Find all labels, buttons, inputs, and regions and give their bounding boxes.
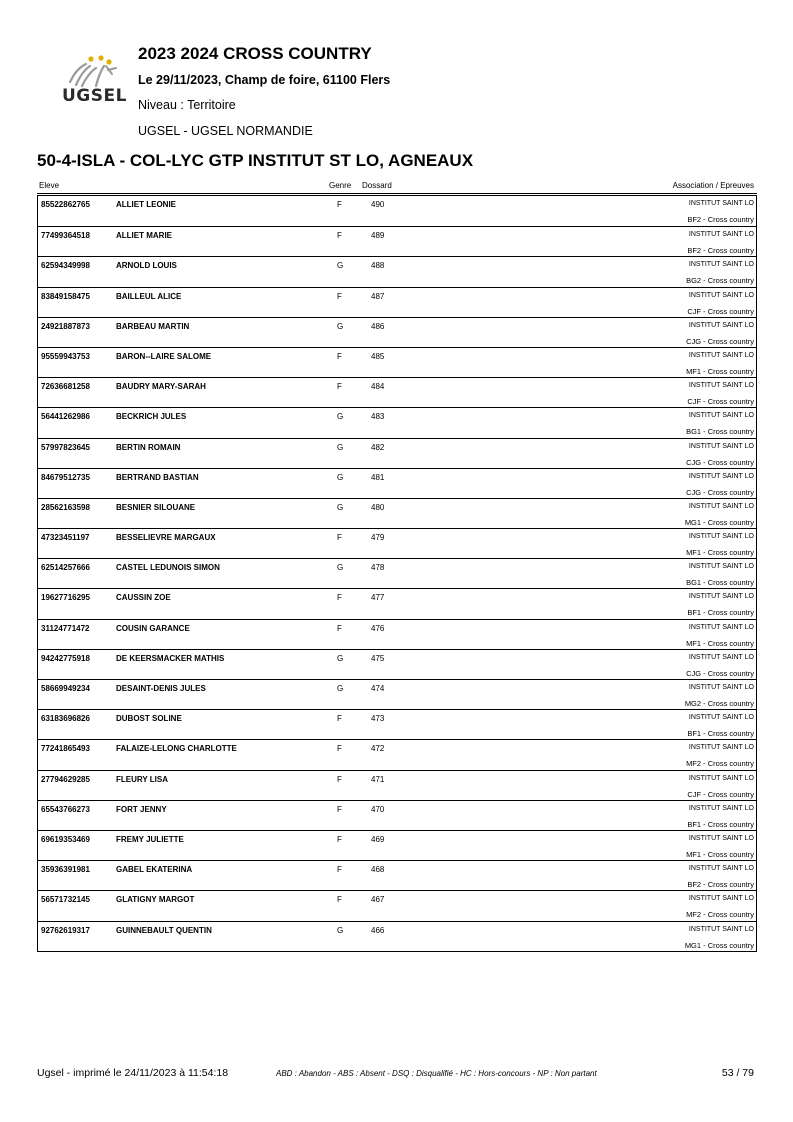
bib-number: 468	[371, 865, 385, 875]
event-category: MF1 - Cross country	[686, 849, 754, 859]
student-id: 27794629285	[41, 774, 90, 784]
event-category: BF2 - Cross country	[687, 880, 754, 890]
association-name: INSTITUT SAINT LO	[688, 472, 754, 480]
participants-table	[37, 196, 757, 952]
association-name: INSTITUT SAINT LO	[688, 351, 754, 359]
bib-number: 475	[371, 653, 385, 663]
bib-number: 469	[371, 834, 385, 844]
student-name: DUBOST SOLINE	[116, 714, 182, 724]
student-gender: G	[337, 442, 344, 452]
student-gender: G	[337, 684, 344, 693]
table-row	[38, 739, 756, 769]
page-number: 53 / 79	[721, 1067, 754, 1079]
bib-number: 489	[371, 231, 385, 241]
table-row	[38, 619, 756, 649]
association-name: INSTITUT SAINT LO	[688, 865, 754, 873]
table-row	[38, 407, 756, 437]
student-id: 95559943753	[41, 351, 90, 361]
bib-number: 472	[371, 744, 385, 754]
student-gender: G	[337, 412, 344, 422]
student-id: 83849158475	[41, 291, 90, 301]
student-gender: F	[337, 895, 342, 905]
table-row	[38, 528, 756, 558]
table-header	[37, 176, 757, 194]
bib-number: 483	[371, 412, 385, 422]
association-name: INSTITUT SAINT LO	[688, 382, 754, 390]
event-category: MG1 - Cross country	[684, 940, 754, 950]
bib-number: 471	[371, 774, 385, 784]
event-category: MG1 - Cross country	[684, 517, 754, 527]
student-id: 58669949234	[41, 684, 90, 693]
student-id: 84679512735	[41, 472, 90, 482]
student-gender: F	[337, 593, 342, 603]
bib-number: 474	[371, 684, 385, 693]
student-gender: F	[337, 623, 342, 633]
student-gender: F	[337, 865, 342, 875]
student-name: BESSELIEVRE MARGAUX	[116, 533, 216, 543]
event-title: 2023 2024 CROSS COUNTRY	[138, 44, 372, 63]
event-category: CJF - Cross country	[687, 789, 754, 799]
header-divider	[37, 193, 757, 194]
column-association: Association / Epreuves	[672, 181, 754, 190]
bib-number: 485	[371, 351, 385, 361]
student-gender: F	[337, 774, 342, 784]
association-name: INSTITUT SAINT LO	[688, 684, 754, 691]
bib-number: 466	[371, 925, 385, 935]
school-heading: 50-4-ISLA - COL-LYC GTP INSTITUT ST LO, AGNEAUX	[37, 151, 474, 170]
student-name: FLEURY LISA	[116, 774, 169, 784]
student-gender: F	[337, 714, 342, 724]
student-id: 31124771472	[41, 623, 90, 633]
student-gender: G	[337, 502, 344, 512]
student-name: BARBEAU MARTIN	[116, 321, 190, 331]
table-row	[38, 890, 756, 920]
student-name: ALLIET LEONIE	[116, 200, 176, 209]
student-id: 35936391981	[41, 865, 90, 875]
bib-number: 482	[371, 442, 385, 452]
student-id: 19627716295	[41, 593, 90, 603]
student-gender: G	[337, 653, 344, 663]
runners-emblem-icon	[60, 52, 126, 88]
student-name: ALLIET MARIE	[116, 231, 172, 241]
association-name: INSTITUT SAINT LO	[688, 834, 754, 842]
student-id: 77499364518	[41, 231, 90, 241]
table-row	[38, 921, 756, 951]
table-row	[38, 196, 756, 226]
event-category: CJG - Cross country	[686, 487, 754, 497]
event-category: BG1 - Cross country	[686, 578, 754, 588]
association-name: INSTITUT SAINT LO	[688, 804, 754, 812]
student-id: 56571732145	[41, 895, 90, 905]
bib-number: 490	[371, 200, 385, 209]
bib-number: 488	[371, 261, 385, 271]
event-category: BG1 - Cross country	[686, 427, 754, 437]
student-name: FREMY JULIETTE	[116, 834, 184, 844]
association-name: INSTITUT SAINT LO	[688, 774, 754, 782]
event-category: BG2 - Cross country	[686, 276, 754, 286]
student-name: GUINNEBAULT QUENTIN	[116, 925, 212, 935]
student-name: DE KEERSMACKER MATHIS	[116, 653, 225, 663]
association-name: INSTITUT SAINT LO	[688, 653, 754, 661]
bib-number: 486	[371, 321, 385, 331]
event-category: CJF - Cross country	[687, 397, 754, 407]
event-category: CJF - Cross country	[687, 306, 754, 316]
table-row	[38, 770, 756, 800]
bib-number: 478	[371, 563, 385, 573]
student-id: 77241865493	[41, 744, 90, 754]
student-gender: F	[337, 291, 342, 301]
student-id: 94242775918	[41, 653, 90, 663]
student-id: 47323451197	[41, 533, 90, 543]
association-name: INSTITUT SAINT LO	[688, 714, 754, 722]
student-gender: F	[337, 834, 342, 844]
event-date-place: Le 29/11/2023, Champ de foire, 61100 Flers	[138, 73, 391, 87]
table-row	[38, 226, 756, 256]
column-eleve: Eleve	[39, 181, 60, 190]
student-id: 69619353469	[41, 834, 90, 844]
student-name: GABEL EKATERINA	[116, 865, 193, 875]
association-name: INSTITUT SAINT LO	[688, 744, 754, 752]
student-id: 28562163598	[41, 502, 90, 512]
bib-number: 487	[371, 291, 385, 301]
association-name: INSTITUT SAINT LO	[688, 442, 754, 450]
organisation-name: UGSEL - UGSEL NORMANDIE	[138, 124, 313, 138]
association-name: INSTITUT SAINT LO	[688, 291, 754, 299]
table-row	[38, 830, 756, 860]
table-row	[38, 438, 756, 468]
association-name: INSTITUT SAINT LO	[688, 321, 754, 329]
student-name: BERTRAND BASTIAN	[116, 472, 199, 482]
association-name: INSTITUT SAINT LO	[688, 502, 754, 510]
event-category: MF2 - Cross country	[686, 759, 754, 769]
event-category: MG2 - Cross country	[684, 699, 754, 708]
student-gender: F	[337, 533, 342, 543]
association-name: INSTITUT SAINT LO	[688, 200, 754, 207]
column-dossard: Dossard	[362, 181, 392, 190]
student-id: 62514257666	[41, 563, 90, 573]
student-name: FORT JENNY	[116, 804, 167, 814]
bib-number: 470	[371, 804, 385, 814]
table-row	[38, 679, 756, 709]
student-gender: F	[337, 804, 342, 814]
student-name: GLATIGNY MARGOT	[116, 895, 195, 905]
event-level: Niveau : Territoire	[138, 98, 236, 112]
event-category: BF1 - Cross country	[687, 819, 754, 829]
student-gender: F	[337, 200, 342, 209]
student-name: BECKRICH JULES	[116, 412, 187, 422]
student-gender: G	[337, 563, 344, 573]
table-row	[38, 800, 756, 830]
event-category: MF2 - Cross country	[686, 910, 754, 920]
student-id: 24921887873	[41, 321, 90, 331]
student-name: FALAIZE-LELONG CHARLOTTE	[116, 744, 237, 754]
bib-number: 481	[371, 472, 385, 482]
print-timestamp: Ugsel - imprimé le 24/11/2023 à 11:54:18	[37, 1067, 229, 1079]
student-name: CAUSSIN ZOE	[116, 593, 171, 603]
association-name: INSTITUT SAINT LO	[688, 533, 754, 541]
table-row	[38, 860, 756, 890]
student-gender: F	[337, 231, 342, 241]
student-name: ARNOLD LOUIS	[116, 261, 177, 271]
student-gender: G	[337, 321, 344, 331]
event-category: MF1 - Cross country	[686, 638, 754, 648]
bib-number: 484	[371, 382, 385, 392]
table-row	[38, 317, 756, 347]
table-row	[38, 498, 756, 528]
student-gender: G	[337, 925, 344, 935]
student-id: 85522862765	[41, 200, 90, 209]
student-name: BESNIER SILOUANE	[116, 502, 196, 512]
student-name: CASTEL LEDUNOIS SIMON	[116, 563, 220, 573]
student-name: DESAINT-DENIS JULES	[116, 684, 206, 693]
association-name: INSTITUT SAINT LO	[688, 261, 754, 269]
student-gender: G	[337, 472, 344, 482]
student-id: 63183696826	[41, 714, 90, 724]
association-name: INSTITUT SAINT LO	[688, 231, 754, 239]
student-name: BERTIN ROMAIN	[116, 442, 181, 452]
association-name: INSTITUT SAINT LO	[688, 925, 754, 933]
student-gender: F	[337, 744, 342, 754]
event-category: CJG - Cross country	[686, 668, 754, 678]
table-row	[38, 649, 756, 679]
student-id: 62594349998	[41, 261, 90, 271]
student-id: 72636681258	[41, 382, 90, 392]
event-category: CJG - Cross country	[686, 336, 754, 346]
student-name: BAILLEUL ALICE	[116, 291, 182, 301]
student-id: 57997823645	[41, 442, 90, 452]
association-name: INSTITUT SAINT LO	[688, 623, 754, 631]
student-gender: G	[337, 261, 344, 271]
student-id: 65543766273	[41, 804, 90, 814]
association-name: INSTITUT SAINT LO	[688, 563, 754, 571]
bib-number: 480	[371, 502, 385, 512]
table-row	[38, 468, 756, 498]
table-row	[38, 377, 756, 407]
student-name: BARON--LAIRE SALOME	[116, 351, 212, 361]
ugsel-logo	[60, 52, 126, 106]
student-name: BAUDRY MARY-SARAH	[116, 382, 206, 392]
event-category: MF1 - Cross country	[686, 366, 754, 376]
event-category: BF1 - Cross country	[687, 729, 754, 739]
student-gender: F	[337, 351, 342, 361]
student-id: 56441262986	[41, 412, 90, 422]
bib-number: 476	[371, 623, 385, 633]
student-name: COUSIN GARANCE	[116, 623, 190, 633]
status-legend: ABD : Abandon - ABS : Absent - DSQ : Disqualifié - HC : Hors-concours - NP : Non partant	[276, 1069, 597, 1078]
association-name: INSTITUT SAINT LO	[688, 895, 754, 903]
event-category: BF2 - Cross country	[687, 215, 754, 224]
table-row	[38, 709, 756, 739]
bib-number: 467	[371, 895, 385, 905]
event-category: BF2 - Cross country	[687, 246, 754, 256]
event-category: MF1 - Cross country	[686, 548, 754, 558]
event-category: BF1 - Cross country	[687, 608, 754, 618]
student-id: 92762619317	[41, 925, 90, 935]
bib-number: 479	[371, 533, 385, 543]
bib-number: 477	[371, 593, 385, 603]
table-row	[38, 588, 756, 618]
table-row	[38, 347, 756, 377]
column-genre: Genre	[329, 181, 352, 190]
table-row	[38, 287, 756, 317]
bib-number: 473	[371, 714, 385, 724]
association-name: INSTITUT SAINT LO	[688, 412, 754, 420]
event-category: CJG - Cross country	[686, 457, 754, 467]
logo-wordmark: UGSEL	[62, 86, 127, 106]
student-gender: F	[337, 382, 342, 392]
association-name: INSTITUT SAINT LO	[688, 593, 754, 601]
table-row	[38, 256, 756, 286]
table-row	[38, 558, 756, 588]
